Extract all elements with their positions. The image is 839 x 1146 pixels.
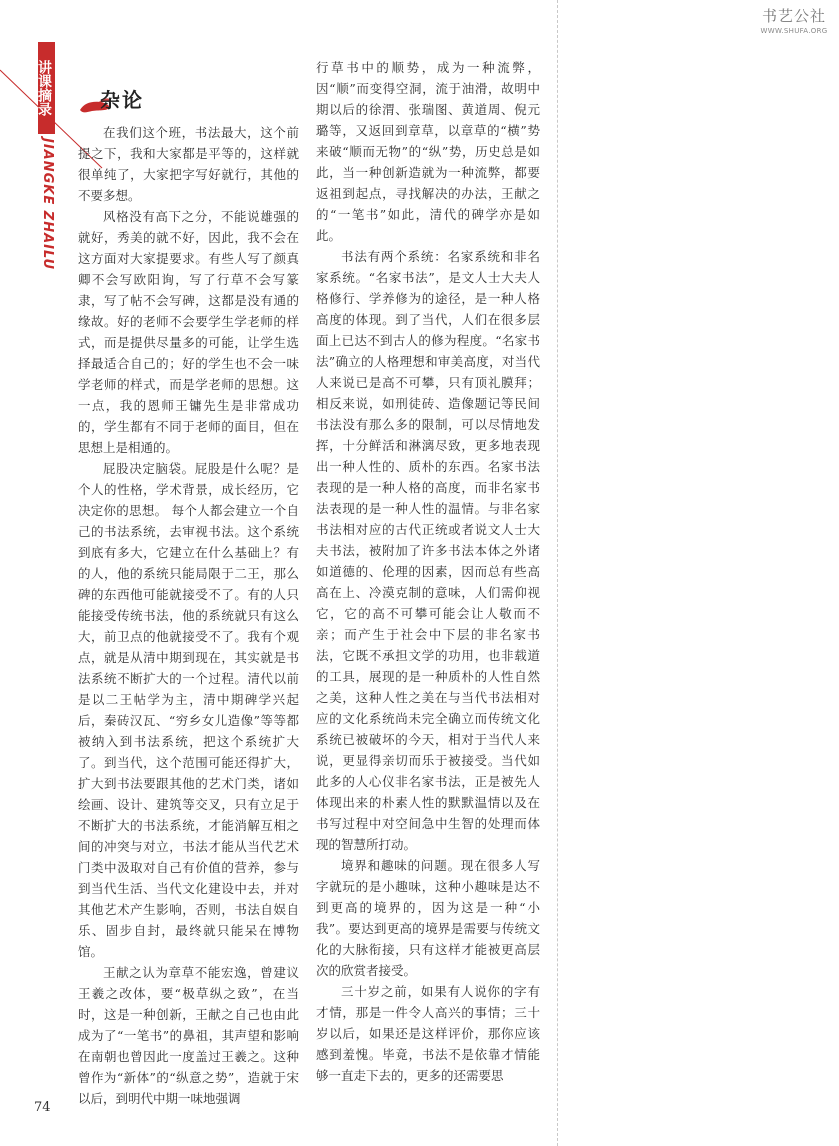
paragraph: 屁股决定脑袋。屁股是什么呢？是个人的性格，学术背景，成长经历，它决定你的思想。 每个人都会建立一个自己的书法系统，去审视书法。这个系统到底有多大，它建立在什么基础上？有的人，他的系统只能局限于二王，那么碑的东西他可能就接受不了。有的人只能接受传统书法，他的系统就只有这么大，前卫点的他就接受不了。我有个观点，就是从清中期到现在，其实就是书法系统不断扩大的一个过程。清代以前是以二王帖学为主，清中期碑学兴起后，秦砖汉瓦、“穷乡女儿造像”等等都被纳入到书法系统，把这个系统扩大了。到当代，这个范围可能还得扩大，扩大到书法要跟其他的艺术门类，诸如绘画、设计、建筑等交叉，只有立足于不断扩大的书法系统，才能消解互相之间的冲突与对立，书法才能从当代艺术门类中汲取对自己有价值的营养，参与到当代生活、当代文化建设中去，并对其他艺术产生影响，否则，书法自娱自乐、固步自封，最终就只能呆在博物馆。 [78,461,299,959]
right-column [316,57,540,1086]
section-tag-latin: JIANGKE ZHAILU [40,138,55,271]
left-column [78,122,299,1109]
margin-divider [557,0,558,1146]
article-title: 杂论 [100,88,144,112]
paragraph: 王献之认为章草不能宏逸，曾建议王羲之改体，要“极草纵之致”，在当时，这是一种创新，王献之自己也由此成为了“一笔书”的鼻祖，其声望和影响在南朝也曾因此一度盖过王羲之。这种曾作为“新体”的“纵意之势”，造就于宋以后，到明代中期一味地强调 [78,965,299,1106]
paragraph: 在我们这个班，书法最大，这个前提之下，我和大家都是平等的，这样就很单纯了，大家把字写好就行，其他的不要多想。 [78,125,299,203]
paragraph-continued: 行草书中的顺势，成为一种流弊，因“顺”而变得空洞，流于油滑，故明中期以后的徐渭、张瑞图、黄道周、倪元璐等，又返回到章草，以章草的“横”势来破“顺而无物”的“纵”势，历史总是如此，当一种创新造就为一种流弊，都要返祖到起点，寻找解决的办法，王献之的“一笔书”如此，清代的碑学亦是如此。 [316,60,540,243]
section-tag-label: 讲课摘录 [36,60,52,116]
watermark-logo [756,6,832,40]
watermark-chars: 书艺公社 [761,7,826,25]
watermark-url: WWW.SHUFA.ORG [760,27,828,35]
article-heading [78,86,228,120]
page-number: 74 [34,1100,51,1115]
paragraph: 风格没有高下之分，不能说雄强的就好，秀美的就不好，因此，我不会在这方面对大家提要求。有些人写了颜真卿不会写欧阳询，写了行草不会写篆隶，写了帖不会写碑，这都是没有通的缘故。好的老师不会要学生学老师的样式，而是提供尽量多的可能，让学生选择最适合自己的；好的学生也不会一味学老师的样式，而是学老师的思想。这一点，我的恩师王镛先生是非常成功的，学生都有不同于老师的面目，但在思想上是相通的。 [78,209,299,455]
paragraph: 三十岁之前，如果有人说你的字有才情，那是一件令人高兴的事情；三十岁以后，如果还是这样评价，那你应该感到羞愧。毕竟，书法不是依靠才情能够一直走下去的，更多的还需要思 [316,984,540,1083]
paragraph: 书法有两个系统：名家系统和非名家系统。“名家书法”，是文人士大夫人格修行、学养修为的途径，是一种人格高度的体现。到了当代，人们在很多层面上已达不到古人的修为程度。“名家书法”确立的人格理想和审美高度，对当代人来说已是高不可攀，只有顶礼膜拜；相反来说，如刑徒砖、造像题记等民间书法没有那么多的限制，可以尽情地发挥，十分鲜活和淋漓尽致，更多地表现出一种人性的、质朴的东西。名家书法表现的是一种人格的高度，而非名家书法表现的是一种人性的温情。与非名家书法相对应的古代正统或者说文人士大夫书法，被附加了许多书法本体之外诸如道德的、伦理的因素，因而总有些高高在上、冷漠克制的意味，人们需仰视它，它的高不可攀可能会让人敬而不亲；而产生于社会中下层的非名家书法，它既不承担文学的功用，也非载道的工具，展现的是一种质朴的人性自然之美，这种人性之美在与当代书法相对应的文化系统尚未完全确立而传统文化系统已被破坏的今天，相对于当代人来说，更显得亲切而乐于被接受。当代如此多的人心仪非名家书法，正是被先人体现出来的朴素人性的默默温情以及在书写过程中对空间急中生智的处理而体现的智慧所打动。 [316,249,540,852]
paragraph: 境界和趣味的问题。现在很多人写字就玩的是小趣味，这种小趣味是达不到更高的境界的，因为这是一种“小我”。要达到更高的境界是需要与传统文化的大脉衔接，只有这样才能被更高层次的欣赏者接受。 [316,858,540,978]
